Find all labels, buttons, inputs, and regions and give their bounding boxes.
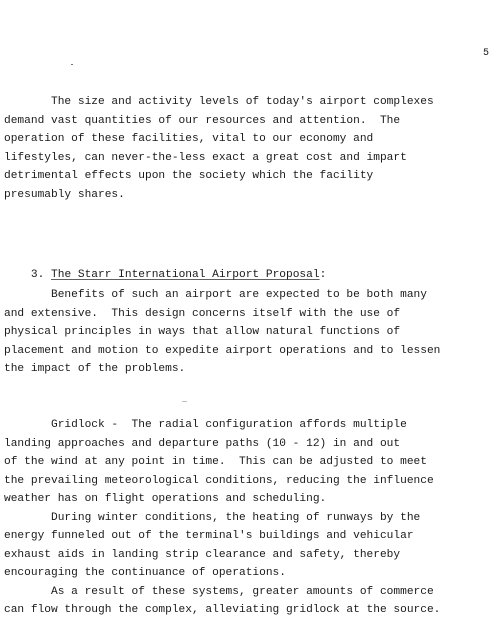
text-line: can flow through the complex, alleviating gridlock at the source. xyxy=(4,604,441,616)
text-line: the impact of the problems. xyxy=(4,363,186,375)
paragraph-airport-complexes xyxy=(4,93,496,204)
section-title-colon: : xyxy=(319,269,327,281)
text-line: the prevailing meteorological conditions, reducing the influence xyxy=(4,474,434,487)
paragraph-gridlock xyxy=(4,416,496,620)
page-number: 5 xyxy=(482,48,489,59)
text-line: detrimental effects upon the society which the facility xyxy=(4,170,374,182)
text-line: encouraging the continuance of operations. xyxy=(4,567,286,579)
section-number: 3. xyxy=(30,269,45,281)
text-line: The size and activity levels of today's airport complexes xyxy=(4,96,434,108)
text-line: demand vast quantities of our resources and attention. The xyxy=(4,114,401,127)
paragraph-benefits xyxy=(4,286,496,379)
text-line: lifestyles, can never-the-less exact a great cost and impart xyxy=(4,151,407,164)
text-line: of the wind at any point in time. This can be adjusted to meet xyxy=(4,456,427,468)
text-line: During winter conditions, the heating of runways by the xyxy=(4,511,421,524)
text-line: placement and motion to expedite airport operations and to lessen xyxy=(4,344,441,357)
section-title: The Starr International Airport Proposal xyxy=(51,269,320,281)
text-line: weather has on flight operations and scheduling. xyxy=(4,493,327,505)
text-line: Benefits of such an airport are expected to be both many xyxy=(4,289,427,301)
text-line: physical principles in ways that allow natural functions of xyxy=(4,326,401,338)
text-line: As a result of these systems, greater amounts of commerce xyxy=(4,585,434,598)
scan-speck xyxy=(182,401,187,402)
text-line: and extensive. This design concerns itself with the use of xyxy=(4,307,401,320)
text-line: exhaust aids in landing strip clearance and safety, thereby xyxy=(4,548,401,561)
scan-speck xyxy=(71,64,73,65)
text-line: landing approaches and departure paths (10 - 12) in and out xyxy=(4,437,401,450)
text-line: presumably shares. xyxy=(4,188,125,201)
text-line: operation of these facilities, vital to our economy and xyxy=(4,133,374,145)
text-line: energy funneled out of the terminal's buildings and vehicular xyxy=(4,530,414,542)
text-line: Gridlock - The radial configuration affords multiple xyxy=(4,419,407,431)
